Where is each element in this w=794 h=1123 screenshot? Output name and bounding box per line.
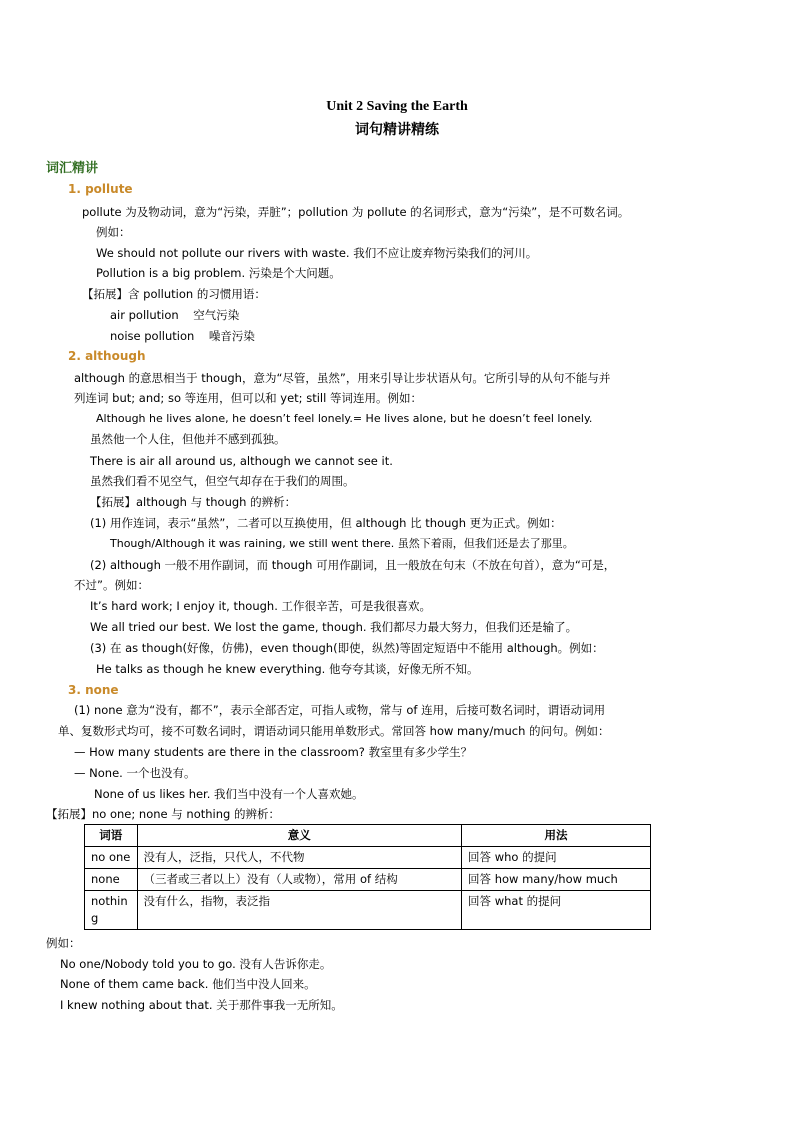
- pollute-example-1: We should not pollute our rivers with waste. 我们不应让废弃物污染我们的河川。: [96, 246, 538, 260]
- although-example-2-cn: 虽然我们看不见空气，但空气却存在于我们的周围。: [90, 474, 355, 488]
- table-cell-word: nothing: [85, 891, 138, 930]
- item-heading-although: 2. although: [68, 349, 146, 363]
- although-point-2-example-2: We all tried our best. We lost the game, though. 我们都尽力最大努力，但我们还是输了。: [90, 620, 578, 634]
- although-definition-2: 列连词 but; and; so 等连用，但可以和 yet; still 等词连用。例如：: [74, 391, 422, 405]
- section-heading: 词汇精讲: [46, 161, 99, 176]
- example-1: No one/Nobody told you to go. 没有人告诉你走。: [60, 957, 332, 971]
- although-example-2: There is air all around us, although we cannot see it.: [90, 454, 393, 468]
- pollute-definition: pollute 为及物动词，意为“污染，弄脏”；pollution 为 pollute 的名词形式，意为“污染”，是不可数名词。: [82, 205, 630, 219]
- although-example-1-cn: 虽然他一个人住，但他并不感到孤独。: [90, 432, 286, 446]
- although-point-3-example: He talks as though he knew everything. 他夸夸其谈，好像无所不知。: [96, 662, 479, 676]
- none-definition-1: (1) none 意为“没有，都不”，表示全部否定，可指人或物，常与 of 连用，后接可数名词时，谓语动词用: [74, 703, 606, 717]
- example-3: I knew nothing about that. 关于那件事我一无所知。: [60, 998, 343, 1012]
- although-example-1: Although he lives alone, he doesn’t feel lonely.= He lives alone, but he doesn’t feel lonely.: [96, 412, 593, 425]
- none-dialog-answer: — None. 一个也没有。: [74, 766, 196, 780]
- pollute-extension: 【拓展】含 pollution 的习惯用语：: [82, 287, 266, 301]
- although-point-1-example: Though/Although it was raining, we still went there. 虽然下着雨，但我们还是去了那里。: [110, 537, 574, 550]
- none-definition-2: 单、复数形式均可，接不可数名词时，谓语动词只能用单数形式。常回答 how many/much 的问句。例如：: [58, 724, 610, 738]
- table-cell-meaning: 没有人，泛指，只代人，不代物: [137, 847, 462, 869]
- item-heading-none: 3. none: [68, 683, 119, 697]
- none-dialog-question: — How many students are there in the classroom? 教室里有多少学生？: [74, 745, 473, 759]
- table-cell-usage: 回答 who 的提问: [462, 847, 651, 869]
- example-2: None of them came back. 他们当中没人回来。: [60, 977, 316, 991]
- table-row: [85, 847, 651, 869]
- pollute-phrase-2: noise pollution 噪音污染: [110, 329, 255, 343]
- table-row: [85, 869, 651, 891]
- pollute-phrase-1: air pollution 空气污染: [110, 308, 240, 322]
- none-example: None of us likes her. 我们当中没有一个人喜欢她。: [94, 787, 364, 801]
- although-point-2a: (2) although 一般不用作副词，而 though 可用作副词，且一般放在句末（不放在句首），意为“可是，: [90, 558, 616, 572]
- although-extension: 【拓展】although 与 though 的辨析：: [90, 495, 297, 509]
- pollute-example-2: Pollution is a big problem. 污染是个大问题。: [96, 266, 341, 280]
- although-point-2-example-1: It’s hard work; I enjoy it, though. 工作很辛苦，可是我很喜欢。: [90, 599, 432, 613]
- although-definition-1: although 的意思相当于 though，意为“尽管，虽然”，用来引导让步状语从句。它所引导的从句不能与并: [74, 371, 611, 385]
- although-point-3: (3) 在 as though(好像，仿佛)，even though(即使，纵然)等固定短语中不能用 although。例如：: [90, 641, 604, 655]
- none-extension: 【拓展】no one; none 与 nothing 的辨析：: [46, 807, 280, 821]
- comparison-table: [84, 824, 651, 930]
- although-point-1: (1) 用作连词，表示“虽然”，二者可以互换使用，但 although 比 though 更为正式。例如：: [90, 516, 562, 530]
- table-cell-usage: 回答 how many/how much: [462, 869, 651, 891]
- table-header-row: [85, 825, 651, 847]
- although-point-2b: 不过”。例如：: [74, 578, 149, 592]
- table-header-meaning: 意义: [137, 825, 462, 847]
- item-heading-pollute: 1. pollute: [68, 182, 133, 196]
- table-row: [85, 891, 651, 930]
- page-title: Unit 2 Saving the Earth: [326, 99, 468, 114]
- table-cell-meaning: （三者或三者以上）没有（人或物），常用 of 结构: [137, 869, 462, 891]
- page-subtitle: 词句精讲精练: [355, 122, 439, 138]
- table-header-word: 词语: [85, 825, 138, 847]
- table-cell-word: none: [85, 869, 138, 891]
- examples-label: 例如：: [46, 936, 81, 950]
- table-cell-meaning: 没有什么，指物，表泛指: [137, 891, 462, 930]
- pollute-eg-label: 例如：: [96, 225, 131, 239]
- table-header-usage: 用法: [462, 825, 651, 847]
- table-cell-usage: 回答 what 的提问: [462, 891, 651, 930]
- table-cell-word: no one: [85, 847, 138, 869]
